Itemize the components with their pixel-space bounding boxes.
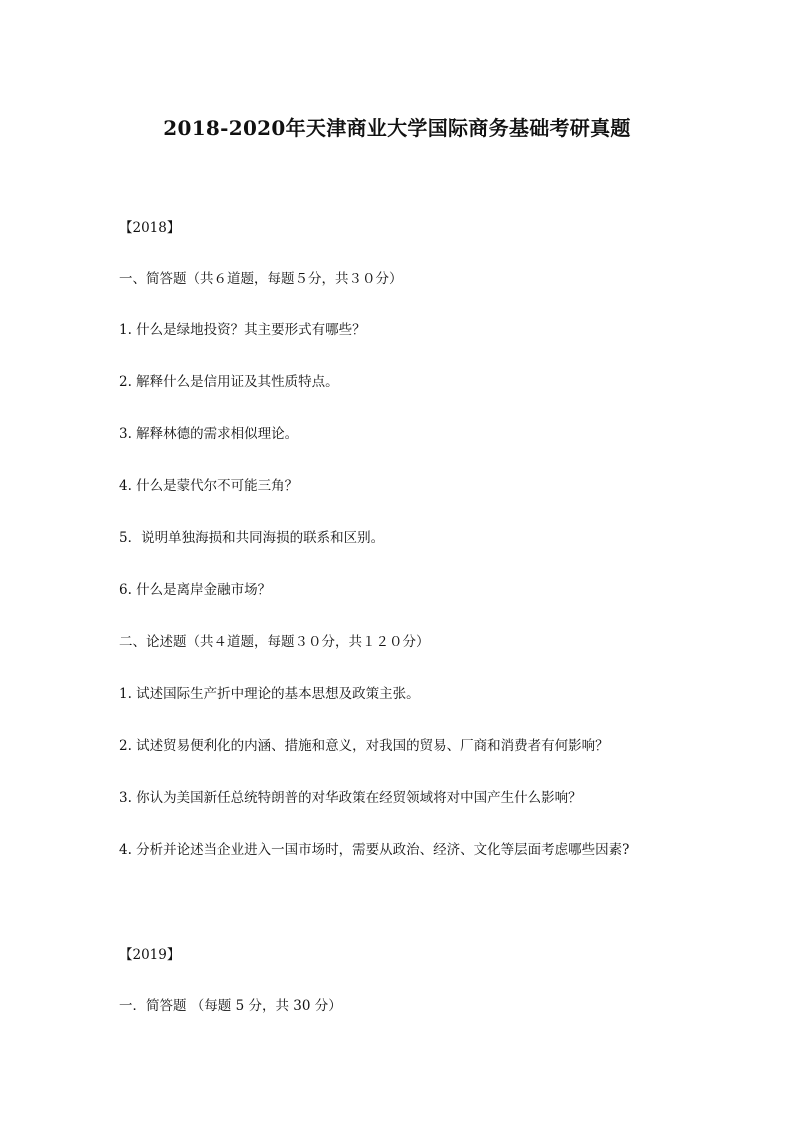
question-item: 4. 什么是蒙代尔不可能三角？ [119, 478, 299, 494]
question-item: 2. 试述贸易便利化的内涵、措施和意义，对我国的贸易、厂商和消费者有何影响？ [119, 738, 609, 754]
question-item: 3. 解释林德的需求相似理论。 [119, 426, 299, 442]
question-item: 3. 你认为美国新任总统特朗普的对华政策在经贸领域将对中国产生什么影响？ [119, 790, 582, 806]
section-year-2018: 【2018】 [119, 220, 181, 236]
question-item: 4. 分析并论述当企业进入一国市场时，需要从政治、经济、文化等层面考虑哪些因素? [119, 842, 630, 858]
question-item: 1. 什么是绿地投资？其主要形式有哪些？ [119, 322, 366, 338]
question-item: 1. 试述国际生产折中理论的基本思想及政策主张。 [119, 686, 420, 702]
question-item: 5．说明单独海损和共同海损的联系和区别。 [119, 530, 385, 546]
question-item: 6. 什么是离岸金融市场？ [119, 582, 272, 598]
section-year-2019: 【2019】 [119, 947, 181, 963]
question-item: 2. 解释什么是信用证及其性质特点。 [119, 374, 339, 390]
document-title: 2018-2020年天津商业大学国际商务基础考研真题 [163, 116, 631, 140]
part-heading-short-answer: 一、简答题（共６道题，每题５分，共３０分） [119, 271, 403, 287]
part-heading-essay: 二、论述题（共４道题，每题３０分，共１２０分） [119, 634, 430, 650]
part-heading-short-answer-2019: 一．简答题 （每题 5 分，共 30 分） [119, 998, 342, 1014]
